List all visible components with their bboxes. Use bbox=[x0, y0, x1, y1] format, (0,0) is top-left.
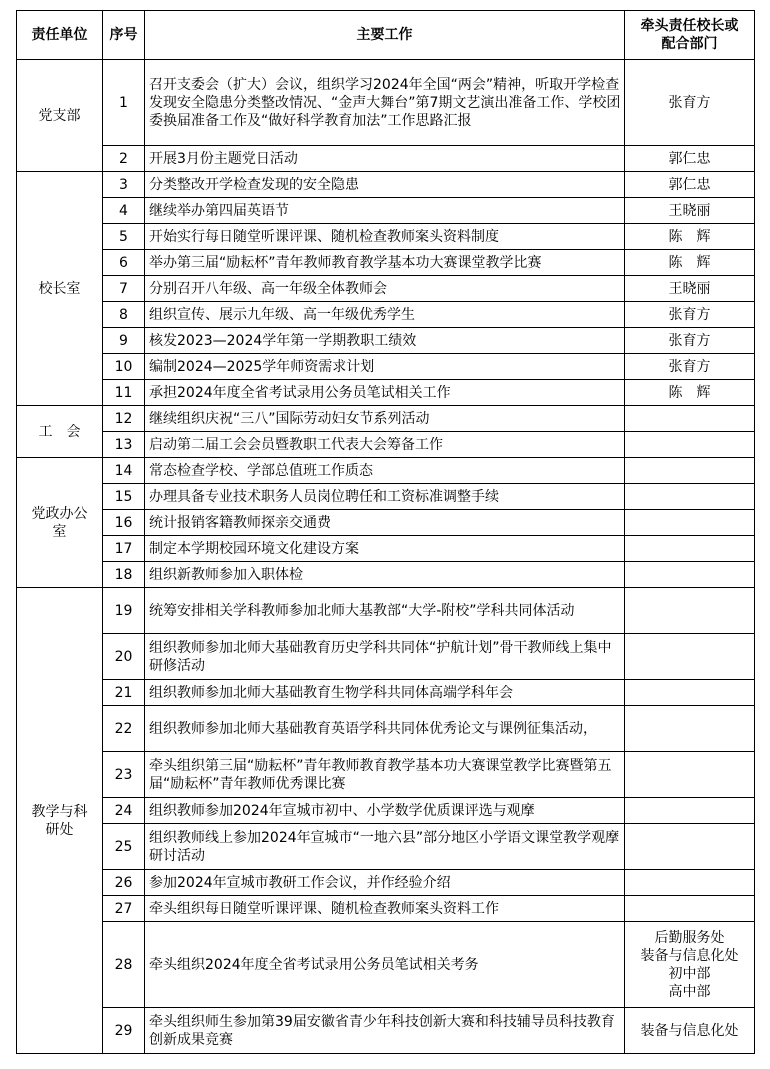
work-item: 制定本学期校园环境文化建设方案 bbox=[145, 536, 625, 562]
row-number: 25 bbox=[103, 824, 145, 870]
table-row bbox=[17, 146, 755, 172]
row-number: 27 bbox=[103, 896, 145, 922]
work-item: 牵头组织第三届“励耘杯”青年教师教育教学基本功大赛课堂教学比赛暨第五届“励耘杯”青年教师优秀课比赛 bbox=[145, 752, 625, 798]
lead-person bbox=[625, 536, 755, 562]
lead-person: 后勤服务处 装备与信息化处 初中部 高中部 bbox=[625, 922, 755, 1008]
table-row bbox=[17, 922, 755, 1008]
table-row bbox=[17, 588, 755, 634]
responsible-unit: 校长室 bbox=[17, 172, 103, 406]
lead-person: 陈 辉 bbox=[625, 224, 755, 250]
table-row bbox=[17, 752, 755, 798]
lead-person bbox=[625, 406, 755, 432]
table-row bbox=[17, 406, 755, 432]
row-number: 29 bbox=[103, 1008, 145, 1054]
work-item: 承担2024年度全省考试录用公务员笔试相关工作 bbox=[145, 380, 625, 406]
row-number: 10 bbox=[103, 354, 145, 380]
work-item: 分别召开八年级、高一年级全体教师会 bbox=[145, 276, 625, 302]
lead-person bbox=[625, 510, 755, 536]
row-number: 9 bbox=[103, 328, 145, 354]
lead-person bbox=[625, 798, 755, 824]
table-row bbox=[17, 562, 755, 588]
lead-person bbox=[625, 484, 755, 510]
work-item: 牵头组织每日随堂听课评课、随机检查教师案头资料工作 bbox=[145, 896, 625, 922]
table-row bbox=[17, 458, 755, 484]
row-number: 18 bbox=[103, 562, 145, 588]
row-number: 24 bbox=[103, 798, 145, 824]
row-number: 11 bbox=[103, 380, 145, 406]
header-unit: 责任单位 bbox=[17, 11, 103, 60]
row-number: 28 bbox=[103, 922, 145, 1008]
work-item: 组织教师参加2024年宣城市初中、小学数学优质课评选与观摩 bbox=[145, 798, 625, 824]
table-row bbox=[17, 172, 755, 198]
work-item: 牵头组织2024年度全省考试录用公务员笔试相关考务 bbox=[145, 922, 625, 1008]
lead-person bbox=[625, 706, 755, 752]
lead-person: 郭仁忠 bbox=[625, 172, 755, 198]
lead-person bbox=[625, 824, 755, 870]
row-number: 17 bbox=[103, 536, 145, 562]
table-row bbox=[17, 706, 755, 752]
lead-person: 王晓丽 bbox=[625, 198, 755, 224]
row-number: 19 bbox=[103, 588, 145, 634]
table-row bbox=[17, 536, 755, 562]
row-number: 20 bbox=[103, 634, 145, 680]
work-item: 组织教师参加北师大基础教育生物学科共同体高端学科年会 bbox=[145, 680, 625, 706]
lead-person bbox=[625, 680, 755, 706]
row-number: 5 bbox=[103, 224, 145, 250]
work-item: 编制2024—2025学年师资需求计划 bbox=[145, 354, 625, 380]
header-row bbox=[17, 11, 755, 60]
table-row bbox=[17, 380, 755, 406]
row-number: 13 bbox=[103, 432, 145, 458]
table-row bbox=[17, 870, 755, 896]
work-item: 组织教师线上参加2024年宣城市“一地六县”部分地区小学语文课堂教学观摩研讨活动 bbox=[145, 824, 625, 870]
work-item: 参加2024年宣城市教研工作会议，并作经验介绍 bbox=[145, 870, 625, 896]
row-number: 15 bbox=[103, 484, 145, 510]
lead-person bbox=[625, 562, 755, 588]
lead-person: 张育方 bbox=[625, 60, 755, 146]
lead-person bbox=[625, 870, 755, 896]
lead-person: 陈 辉 bbox=[625, 380, 755, 406]
header-num: 序号 bbox=[103, 11, 145, 60]
lead-person bbox=[625, 634, 755, 680]
work-item: 常态检查学校、学部总值班工作质态 bbox=[145, 458, 625, 484]
row-number: 14 bbox=[103, 458, 145, 484]
row-number: 22 bbox=[103, 706, 145, 752]
table-row bbox=[17, 224, 755, 250]
work-item: 组织宣传、展示九年级、高一年级优秀学生 bbox=[145, 302, 625, 328]
table-row bbox=[17, 276, 755, 302]
work-item: 开始实行每日随堂听课评课、随机检查教师案头资料制度 bbox=[145, 224, 625, 250]
row-number: 8 bbox=[103, 302, 145, 328]
row-number: 26 bbox=[103, 870, 145, 896]
work-item: 组织教师参加北师大基础教育英语学科共同体优秀论文与课例征集活动， bbox=[145, 706, 625, 752]
table-row bbox=[17, 354, 755, 380]
table-row bbox=[17, 510, 755, 536]
work-item: 办理具备专业技术职务人员岗位聘任和工资标准调整手续 bbox=[145, 484, 625, 510]
responsible-unit: 党政办公室 bbox=[17, 458, 103, 588]
work-item: 继续组织庆祝“三八”国际劳动妇女节系列活动 bbox=[145, 406, 625, 432]
work-item: 牵头组织师生参加第39届安徽省青少年科技创新大赛和科技辅导员科技教育创新成果竞赛 bbox=[145, 1008, 625, 1054]
table-row bbox=[17, 302, 755, 328]
row-number: 4 bbox=[103, 198, 145, 224]
row-number: 2 bbox=[103, 146, 145, 172]
table-row bbox=[17, 198, 755, 224]
work-plan-table bbox=[16, 10, 755, 1054]
lead-person: 张育方 bbox=[625, 302, 755, 328]
row-number: 23 bbox=[103, 752, 145, 798]
table-row bbox=[17, 634, 755, 680]
lead-person: 王晓丽 bbox=[625, 276, 755, 302]
lead-person bbox=[625, 752, 755, 798]
table-row bbox=[17, 60, 755, 146]
table-row bbox=[17, 798, 755, 824]
work-item: 统计报销客籍教师探亲交通费 bbox=[145, 510, 625, 536]
lead-person: 陈 辉 bbox=[625, 250, 755, 276]
header-work: 主要工作 bbox=[145, 11, 625, 60]
work-item: 核发2023—2024学年第一学期教职工绩效 bbox=[145, 328, 625, 354]
row-number: 12 bbox=[103, 406, 145, 432]
table-row bbox=[17, 484, 755, 510]
work-item: 组织新教师参加入职体检 bbox=[145, 562, 625, 588]
table-row bbox=[17, 680, 755, 706]
work-item: 分类整改开学检查发现的安全隐患 bbox=[145, 172, 625, 198]
work-item: 继续举办第四届英语节 bbox=[145, 198, 625, 224]
responsible-unit: 教学与科研处 bbox=[17, 588, 103, 1054]
row-number: 1 bbox=[103, 60, 145, 146]
lead-person: 张育方 bbox=[625, 354, 755, 380]
table-row bbox=[17, 250, 755, 276]
responsible-unit: 党支部 bbox=[17, 60, 103, 172]
table-row bbox=[17, 432, 755, 458]
header-lead: 牵头责任校长或配合部门 bbox=[625, 11, 755, 60]
row-number: 16 bbox=[103, 510, 145, 536]
row-number: 7 bbox=[103, 276, 145, 302]
work-item: 组织教师参加北师大基础教育历史学科共同体“护航计划”骨干教师线上集中研修活动 bbox=[145, 634, 625, 680]
work-item: 开展3月份主题党日活动 bbox=[145, 146, 625, 172]
lead-person: 张育方 bbox=[625, 328, 755, 354]
work-item: 启动第二届工会会员暨教职工代表大会筹备工作 bbox=[145, 432, 625, 458]
lead-person bbox=[625, 458, 755, 484]
lead-person bbox=[625, 588, 755, 634]
table-row bbox=[17, 328, 755, 354]
table-row bbox=[17, 1008, 755, 1054]
row-number: 6 bbox=[103, 250, 145, 276]
row-number: 3 bbox=[103, 172, 145, 198]
table-row bbox=[17, 824, 755, 870]
work-item: 举办第三届“励耘杯”青年教师教育教学基本功大赛课堂教学比赛 bbox=[145, 250, 625, 276]
work-item: 召开支委会（扩大）会议，组织学习2024年全国“两会”精神，听取开学检查发现安全隐患分类整改情况、“金声大舞台”第7期文艺演出准备工作、学校团委换届准备工作及“做好科学教育加法”工作思路汇报 bbox=[145, 60, 625, 146]
table-row bbox=[17, 896, 755, 922]
lead-person bbox=[625, 896, 755, 922]
lead-person: 装备与信息化处 bbox=[625, 1008, 755, 1054]
lead-person: 郭仁忠 bbox=[625, 146, 755, 172]
row-number: 21 bbox=[103, 680, 145, 706]
lead-person bbox=[625, 432, 755, 458]
responsible-unit: 工 会 bbox=[17, 406, 103, 458]
work-item: 统筹安排相关学科教师参加北师大基教部“大学-附校”学科共同体活动 bbox=[145, 588, 625, 634]
